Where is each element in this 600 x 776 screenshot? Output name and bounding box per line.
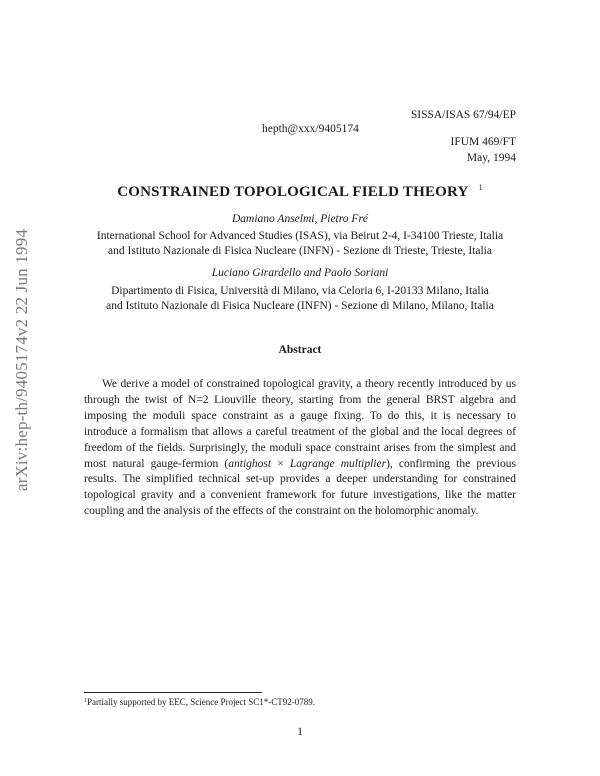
affiliation-1-line-1: International School for Advanced Studies (ISAS), via Beirut 2-4, I-34100 Trieste, Italia [96, 230, 504, 242]
footnote [84, 697, 315, 707]
paper-title-text: CONSTRAINED TOPOLOGICAL FIELD THEORY [117, 184, 469, 200]
abstract-text-after: ), confirming the previous results. The simplified technical set-up provides a deeper understanding for constrained topological gravity and a convenient framework for future investigations, like the matter coupling and the analysis of the effects of the constraint on the holomorphic anomaly. [84, 457, 516, 518]
affiliation-2-line-2: and Istituto Nazionale di Fisica Nucleare (INFN) - Sezione di Milano, Milano, Italia [106, 300, 494, 312]
abstract-emph-lagrange: Lagrange multiplier [289, 457, 387, 470]
paper-title [0, 183, 600, 201]
abstract-heading: Abstract [278, 344, 322, 356]
abstract-text-before: We derive a model of constrained topological gravity, a theory recently introduced by us through the twist of N=2 Liouville theory, starting from the general BRST algebra and imposing the moduli space constraint as a gauge fixing. To do this, it is necessary to introduce a formalism that allows a careful treatment of the global and the local degrees of freedom of the fields. Surprisingly, the moduli space constraint arises from the simplest and most natural gauge-fermion ( [84, 378, 516, 470]
preprint-number-ifum: IFUM 469/FT [450, 136, 516, 148]
page-number: 1 [297, 726, 303, 738]
author-names-1: Damiano Anselmi, Pietro Fré [231, 213, 369, 225]
hepth-identifier: hepth@xxx/9405174 [262, 123, 359, 135]
abstract-emph-antighost: antighost [228, 457, 272, 470]
affiliation-1-line-2: and Istituto Nazionale di Fisica Nucleare (INFN) - Sezione di Trieste, Trieste, Italia [108, 245, 492, 257]
author-names-2: Luciano Girardello and Paolo Soriani [211, 267, 389, 279]
abstract-times-symbol: × [271, 457, 290, 470]
footnote-text: Partially supported by EEC, Science Project SC1*-CT92-0789. [87, 697, 315, 707]
title-footnote-mark: 1 [478, 183, 483, 192]
abstract-body [84, 377, 516, 520]
preprint-number-sissa: SISSA/ISAS 67/94/EP [410, 109, 516, 121]
footnote-mark: 1 [84, 698, 87, 704]
preprint-date: May, 1994 [466, 152, 516, 164]
affiliation-2-line-1: Dipartimento di Fisica, Università di Milano, via Celoria 6, I-20133 Milano, Italia [111, 285, 489, 297]
arxiv-id: arXiv:hep-th/9405174v2 22 Jun 1994 [12, 228, 31, 492]
footnote-rule [84, 692, 262, 693]
